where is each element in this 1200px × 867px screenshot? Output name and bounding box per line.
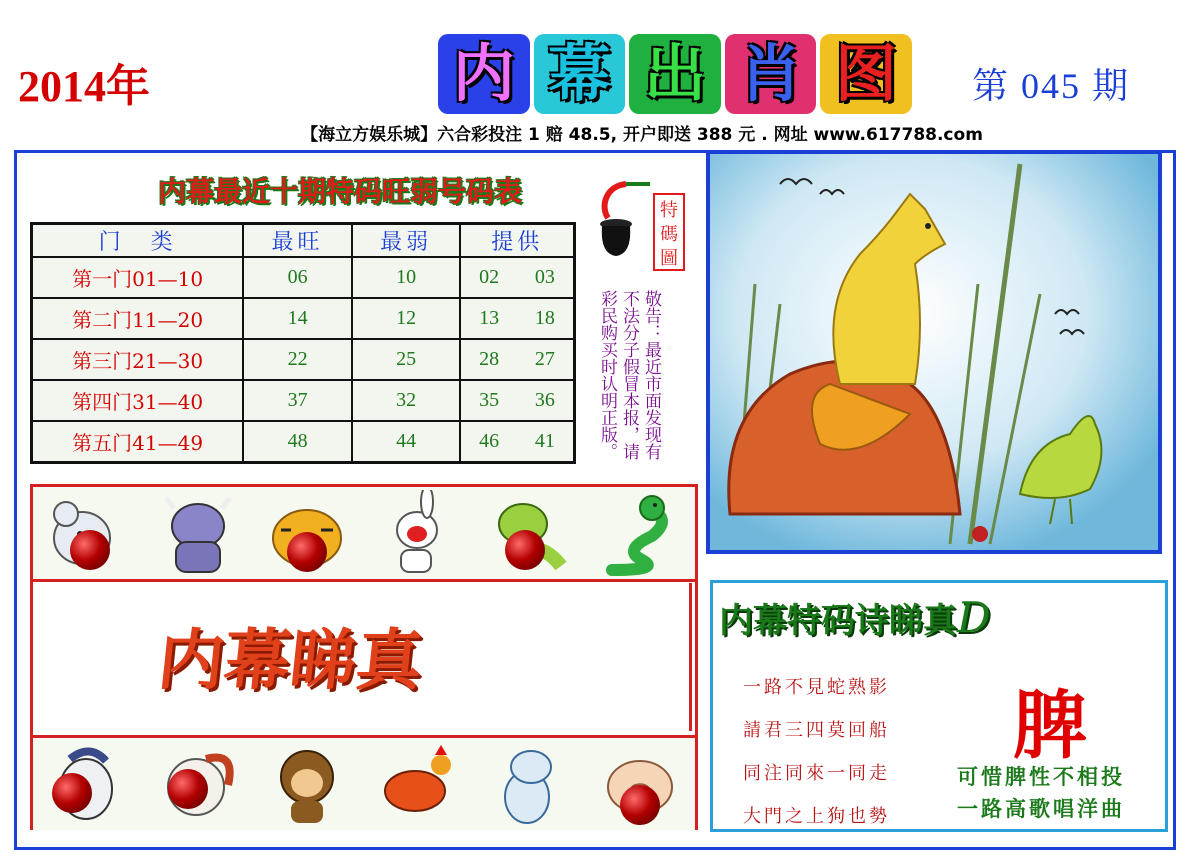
middle-slogan: 内幕睇真 bbox=[154, 621, 427, 699]
header-category: 门 类 bbox=[32, 224, 244, 258]
cold-number: 32 bbox=[352, 380, 461, 421]
hot-number: 06 bbox=[243, 257, 352, 298]
header-cold: 最弱 bbox=[352, 224, 461, 258]
red-ball-icon bbox=[287, 532, 327, 572]
cold-number: 12 bbox=[352, 298, 461, 339]
cold-number: 25 bbox=[352, 339, 461, 380]
header-provide: 提供 bbox=[460, 224, 574, 258]
provide-number: 03 bbox=[517, 257, 575, 298]
couplet-line: 可惜脾性不相投 bbox=[957, 765, 1125, 789]
poem-title bbox=[719, 593, 991, 642]
header-hot: 最旺 bbox=[243, 224, 352, 258]
zodiac-row-bottom bbox=[33, 735, 695, 830]
provide-number: 41 bbox=[517, 421, 575, 463]
red-ball-icon bbox=[70, 530, 110, 570]
gate-label: 第一门01—10 bbox=[32, 257, 244, 298]
ox-icon bbox=[150, 490, 246, 576]
hot-number: 22 bbox=[243, 339, 352, 380]
issue-number: 第 045 期 bbox=[972, 66, 1131, 106]
stamp-char: 圖 bbox=[660, 248, 678, 269]
zodiac-panel bbox=[30, 484, 698, 830]
provide-number: 35 bbox=[460, 380, 516, 421]
table-row bbox=[32, 257, 575, 298]
couplet-line: 一路高歌唱洋曲 bbox=[957, 797, 1125, 821]
table-header-row bbox=[32, 224, 575, 258]
zodiac-painting bbox=[706, 150, 1162, 554]
poem-line: 同注同來一同走 bbox=[743, 763, 890, 784]
horse-icon bbox=[40, 741, 136, 827]
goat-icon bbox=[150, 741, 246, 827]
stamp-char: 特 bbox=[660, 200, 678, 221]
hot-number: 14 bbox=[243, 298, 352, 339]
gate-label: 第二门11—20 bbox=[32, 298, 244, 339]
red-ball-icon bbox=[52, 773, 92, 813]
stamp-char: 碼 bbox=[660, 224, 678, 245]
provide-number: 27 bbox=[517, 339, 575, 380]
middle-highlight-box bbox=[39, 583, 692, 731]
provide-number: 18 bbox=[517, 298, 575, 339]
rooster-icon bbox=[371, 741, 467, 827]
logo-char-3: 出 bbox=[629, 34, 721, 114]
poem-title-tail: D bbox=[957, 593, 991, 642]
ad-banner: 【海立方娱乐城】六合彩投注 1 赔 48.5, 开户即送 388 元 . 网址 www.617788.com bbox=[301, 125, 983, 145]
logo-char-2: 幕 bbox=[534, 34, 626, 114]
snake-icon bbox=[592, 490, 688, 576]
poem-panel bbox=[710, 580, 1168, 832]
painting-illustration bbox=[710, 154, 1158, 550]
logo-char-5: 图 bbox=[820, 34, 912, 114]
provide-number: 02 bbox=[460, 257, 516, 298]
zodiac-row-top bbox=[33, 487, 695, 582]
poem-line: 一路不見蛇熟影 bbox=[743, 677, 890, 698]
rabbit-icon bbox=[371, 490, 467, 576]
table-row bbox=[32, 421, 575, 463]
hot-number: 37 bbox=[243, 380, 352, 421]
provide-number: 46 bbox=[460, 421, 516, 463]
pot-icon bbox=[596, 180, 688, 276]
table-row bbox=[32, 298, 575, 339]
gate-label: 第四门31—40 bbox=[32, 380, 244, 421]
year-label: 2014年 bbox=[18, 62, 150, 111]
gate-label: 第三门21—30 bbox=[32, 339, 244, 380]
poem-lines bbox=[743, 673, 890, 845]
rat-icon bbox=[40, 490, 136, 576]
cold-number: 44 bbox=[352, 421, 461, 463]
table-title: 内幕最近十期特码旺弱号码表 bbox=[157, 175, 522, 208]
anti-counterfeit-notice: 敬告：最近市面发现有不法分子假冒本报，请彩民购买时认明正版。 bbox=[597, 290, 661, 460]
hot-number: 48 bbox=[243, 421, 352, 463]
monkey-icon bbox=[261, 741, 357, 827]
poem-line: 請君三四莫回船 bbox=[743, 720, 890, 741]
logo-char-4: 肖 bbox=[725, 34, 817, 114]
couplet bbox=[957, 761, 1125, 825]
provide-number: 28 bbox=[460, 339, 516, 380]
gate-label: 第五门41—49 bbox=[32, 421, 244, 463]
red-ball-icon bbox=[620, 785, 660, 825]
poem-line: 大門之上狗也勢 bbox=[743, 806, 890, 827]
dog-icon bbox=[481, 741, 577, 827]
tiger-icon bbox=[261, 490, 357, 576]
table-row bbox=[32, 380, 575, 421]
poem-title-main: 内幕特码诗睇真 bbox=[719, 601, 957, 641]
provide-number: 36 bbox=[517, 380, 575, 421]
logo-char-1: 内 bbox=[438, 34, 530, 114]
cold-number: 10 bbox=[352, 257, 461, 298]
number-table bbox=[30, 222, 576, 464]
masthead-logo bbox=[436, 34, 914, 114]
answer-character: 脾 bbox=[1013, 683, 1087, 769]
table-row bbox=[32, 339, 575, 380]
dragon-icon bbox=[481, 490, 577, 576]
provide-number: 13 bbox=[460, 298, 516, 339]
pig-icon bbox=[592, 741, 688, 827]
